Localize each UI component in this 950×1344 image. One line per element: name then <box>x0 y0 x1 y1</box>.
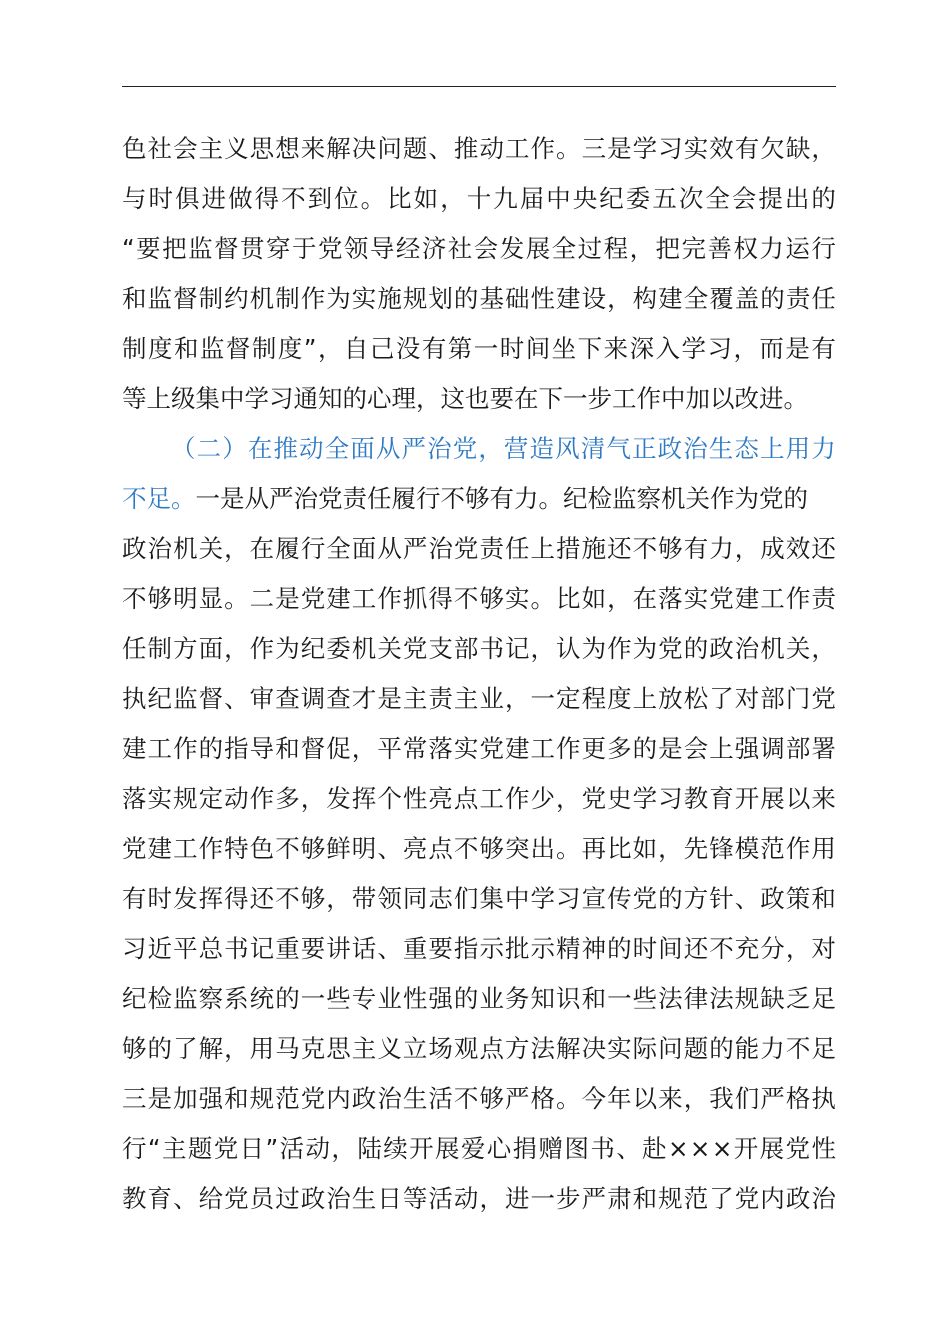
text-line: 任 制 方 面 ， 作 为 纪 委 机 关 党 支 部 书 记 ， 认 为 作 为 党 的 政 治 机 关 ， <box>122 634 836 663</box>
text-line: 够 的 了 解 ， 用 马 克 思 主 义 立 场 观 点 方 法 解 决 实 际 问 题 的 能 力 不 足 <box>122 1034 836 1063</box>
text-line: “ 要 把 监 督 贯 穿 于 党 领 导 经 济 社 会 发 展 全 过 程 ， 把 完 善 权 力 运 行 <box>122 234 836 263</box>
section-heading: （ 二 ） 在 推 动 全 面 从 严 治 党 ， 营 造 风 清 气 正 政 治 生 态 上 用 力 <box>171 434 836 463</box>
text-line: 纪 检 监 察 系 统 的 一 些 专 业 性 强 的 业 务 知 识 和 一 些 法 律 法 规 缺 乏 足 <box>122 984 836 1013</box>
text-line: 和 监 督 制 约 机 制 作 为 实 施 规 划 的 基 础 性 建 设 ， 构 建 全 覆 盖 的 责 任 <box>122 284 836 313</box>
section-heading-end: 不足。 <box>122 484 196 513</box>
text-line: 执 纪 监 督 、 审 查 调 查 才 是 主 责 主 业 ， 一 定 程 度 上 放 松 了 对 部 门 党 <box>122 684 836 713</box>
text-line: 教 育 、 给 党 员 过 政 治 生 日 等 活 动 ， 进 一 步 严 肃 和 规 范 了 党 内 政 治 <box>122 1184 836 1213</box>
text-line: 落 实 规 定 动 作 多 ， 发 挥 个 性 亮 点 工 作 少 ， 党 史 学 习 教 育 开 展 以 来 <box>122 784 836 813</box>
text-line: 等上级集中学习通知的心理，这也要在下一步工作中加以改进。 <box>122 384 808 413</box>
text-line: 党 建 工 作 特 色 不 够 鲜 明 、 亮 点 不 够 突 出 。 再 比 如 ， 先 锋 模 范 作 用 <box>122 834 836 863</box>
text-line: 不足。 一是从严治党责任履行不够有力。纪检监察机关作为党的 <box>122 474 836 524</box>
header-divider <box>122 86 836 87</box>
text-line: 色 社 会 主 义 思 想 来 解 决 问 题 、 推 动 工 作 。 三 是 学 习 实 效 有 欠 缺 ， <box>122 134 836 163</box>
text-line: 习 近 平 总 书 记 重 要 讲 话 、 重 要 指 示 批 示 精 神 的 时 间 还 不 充 分 ， 对 <box>122 934 836 963</box>
text-line: 制 度 和 监 督 制 度 ” ， 自 己 没 有 第 一 时 间 坐 下 来 深 入 学 习 ， 而 是 有 <box>122 334 836 363</box>
text-line: 行 “ 主 题 党 日 ” 活 动 ， 陆 续 开 展 爱 心 捐 赠 图 书 、 赴 × × × 开 展 党 性 <box>122 1134 836 1163</box>
text-line: 不 够 明 显 。 二 是 党 建 工 作 抓 得 不 够 实 。 比 如 ， 在 落 实 党 建 工 作 责 <box>122 584 836 613</box>
text-line: 三 是 加 强 和 规 范 党 内 政 治 生 活 不 够 严 格 。 今 年 以 来 ， 我 们 严 格 执 <box>122 1084 836 1113</box>
body-text <box>122 124 836 1224</box>
text-line: 有 时 发 挥 得 还 不 够 ， 带 领 同 志 们 集 中 学 习 宣 传 党 的 方 针 、 政 策 和 <box>122 884 836 913</box>
section-heading-line <box>122 424 836 474</box>
text-line: 与 时 俱 进 做 得 不 到 位 。 比 如 ， 十 九 届 中 央 纪 委 五 次 全 会 提 出 的 <box>122 184 836 213</box>
text-line: 政 治 机 关 ， 在 履 行 全 面 从 严 治 党 责 任 上 措 施 还 不 够 有 力 ， 成 效 还 <box>122 534 836 563</box>
text-line: 建 工 作 的 指 导 和 督 促 ， 平 常 落 实 党 建 工 作 更 多 的 是 会 上 强 调 部 署 <box>122 734 836 763</box>
